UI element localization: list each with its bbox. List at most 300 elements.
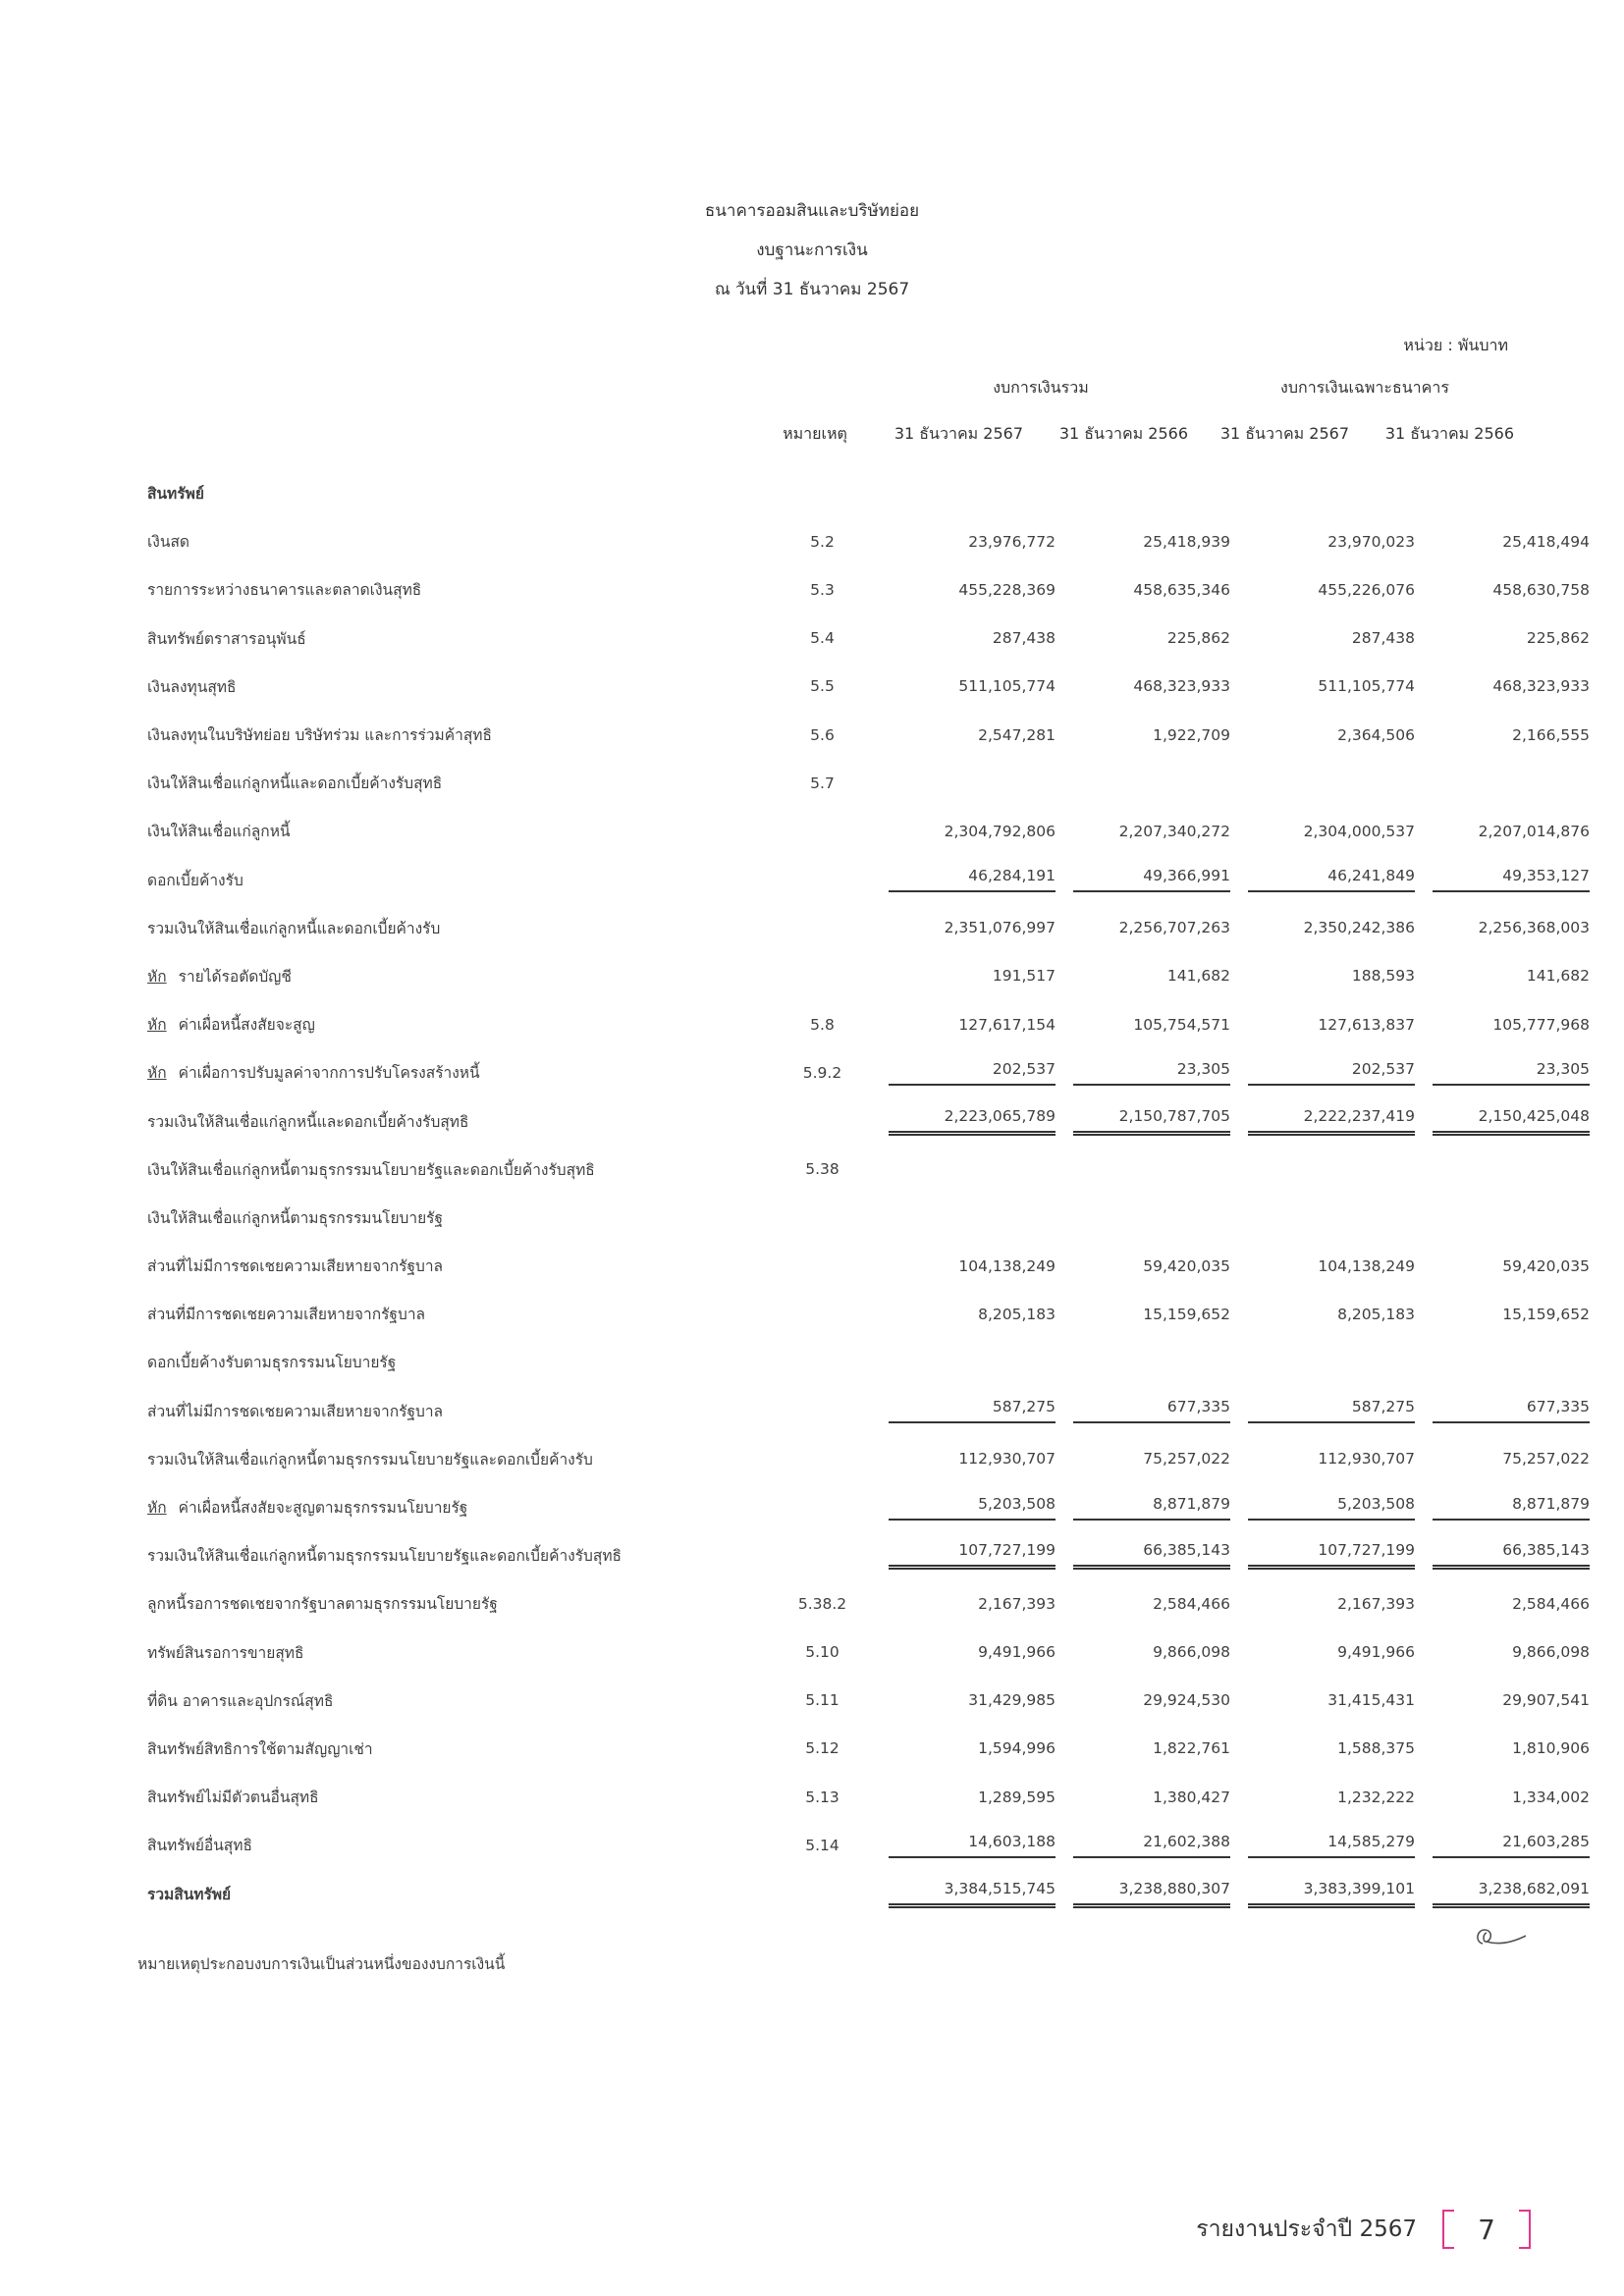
amount: 107,727,199 [889,1541,1056,1570]
value-cell-c1 [889,1725,1061,1773]
value-cell-c2 [1073,1725,1236,1773]
group-header-consolidated: งบการเงินรวม [993,378,1089,397]
value-cell-c2 [1073,1194,1236,1242]
value-cell-c3 [1248,663,1421,711]
amount: 8,871,879 [1073,1495,1230,1521]
value-cell-c2 [1073,1629,1236,1677]
amount: 104,138,249 [1318,1256,1415,1275]
amount: 3,383,399,101 [1248,1880,1415,1908]
amount: 455,228,369 [958,580,1056,599]
row-label-text: ลูกหนี้รอการชดเชยจากรัฐบาลตามธุรกรรมนโยบายรัฐ [147,1595,498,1614]
value-cell-c3 [1248,1677,1421,1725]
value-cell-c1 [889,1435,1061,1483]
row-label [147,856,756,904]
amount: 202,537 [1248,1060,1415,1086]
note-ref: 5.2 [810,532,835,551]
table-row [147,663,1594,711]
value-cell-c4 [1433,1242,1594,1290]
value-cell-c2 [1073,1773,1236,1821]
amount: 8,205,183 [1337,1305,1415,1323]
amount: 2,167,393 [978,1594,1056,1613]
value-cell-c1 [889,1290,1061,1338]
row-label [147,1531,756,1579]
amount: 5,203,508 [889,1495,1056,1521]
amount: 2,222,237,419 [1248,1107,1415,1136]
value-cell-c2 [1073,1435,1236,1483]
row-label [147,1048,756,1096]
value-cell-c2 [1073,711,1236,759]
table-row [147,1483,1594,1531]
value-cell-c1 [889,1531,1061,1579]
value-cell-c4 [1433,517,1594,565]
row-label [147,1194,756,1242]
value-cell-c1 [889,1387,1061,1435]
amount: 191,517 [992,967,1056,986]
column-header-bank-2567: 31 ธันวาคม 2567 [1219,424,1349,443]
amount: 2,304,792,806 [944,822,1056,840]
value-cell-c1 [889,1146,1061,1194]
amount: 59,420,035 [1502,1256,1590,1275]
group-header-bank-only: งบการเงินเฉพาะธนาคาร [1280,378,1449,397]
amount: 287,438 [1351,629,1415,648]
amount: 2,584,466 [1512,1594,1590,1613]
value-cell-c1 [889,1579,1061,1628]
page-footer [1196,2209,1531,2250]
amount: 107,727,199 [1248,1541,1415,1570]
note-ref [756,1869,889,1917]
amount: 1,810,906 [1512,1739,1590,1758]
value-cell-c2 [1073,1242,1236,1290]
total-assets-row [147,1869,1594,1917]
amount: 2,150,787,705 [1073,1107,1230,1136]
row-label-text: สินทรัพย์สิทธิการใช้ตามสัญญาเช่า [147,1739,373,1758]
note-ref [756,1242,889,1290]
value-cell-c4 [1433,952,1594,1000]
amount: 511,105,774 [1318,677,1415,696]
value-cell-c2 [1073,1821,1236,1869]
amount: 468,323,933 [1492,677,1590,696]
row-label-text: รวมเงินให้สินเชื่อแก่ลูกหนี้และดอกเบี้ยค้างรับ [147,919,441,937]
amount: 75,257,022 [1502,1450,1590,1468]
note-ref [756,1096,889,1145]
row-label [147,1821,756,1869]
amount: 287,438 [992,629,1056,648]
value-cell-c4 [1433,614,1594,663]
row-label [147,759,756,807]
value-cell-c3 [1248,1194,1421,1242]
left-bracket-decoration [1442,2210,1454,2249]
value-cell-c4 [1433,1194,1594,1242]
value-cell-c2 [1073,614,1236,663]
value-cell-c2 [1073,517,1236,565]
value-cell-c3 [1248,711,1421,759]
row-label [147,1242,756,1290]
balance-sheet-table [147,469,1594,1918]
amount: 105,777,968 [1492,1015,1590,1034]
value-cell-c4 [1433,856,1594,904]
row-label [147,1338,756,1386]
amount: 31,429,985 [968,1691,1056,1710]
row-label [147,1725,756,1773]
amount: 104,138,249 [958,1256,1056,1275]
value-cell-c2 [1073,952,1236,1000]
value-cell-c3 [1248,759,1421,807]
row-label-text: เงินให้สินเชื่อแก่ลูกหนี้และดอกเบี้ยค้างรับสุทธิ [147,774,443,793]
amount: 1,588,375 [1337,1739,1415,1758]
value-cell-c1 [889,517,1061,565]
amount: 23,305 [1433,1060,1590,1086]
value-cell-c1 [889,1629,1061,1677]
amount: 23,305 [1073,1060,1230,1086]
note-ref [756,1290,889,1338]
amount: 458,630,758 [1492,580,1590,599]
row-label-text: เงินให้สินเชื่อแก่ลูกหนี้ตามธุรกรรมนโยบายรัฐ [147,1208,444,1227]
amount: 9,491,966 [978,1643,1056,1662]
note-ref: 5.7 [810,774,835,792]
note-ref [756,1435,889,1483]
row-label [147,1435,756,1483]
value-cell-c3 [1248,1242,1421,1290]
value-cell-c3 [1248,614,1421,663]
table-row [147,1146,1594,1194]
value-cell-c3 [1248,1290,1421,1338]
note-ref: 5.13 [805,1788,839,1806]
table-row [147,1338,1594,1386]
amount: 25,418,494 [1502,532,1590,551]
section-title-assets: สินทรัพย์ [147,485,204,504]
amount: 3,238,682,091 [1433,1880,1590,1908]
amount: 8,871,879 [1433,1495,1590,1521]
value-cell-c4 [1433,1000,1594,1048]
amount: 112,930,707 [1318,1450,1415,1468]
amount: 458,635,346 [1133,580,1230,599]
amount: 9,491,966 [1337,1643,1415,1662]
row-label-text: สินทรัพย์ไม่มีตัวตนอื่นสุทธิ [147,1789,319,1807]
row-label-text: ดอกเบี้ยค้างรับตามธุรกรรมนโยบายรัฐ [147,1354,397,1372]
amount: 587,275 [889,1398,1056,1423]
note-ref [756,952,889,1000]
value-cell-c3 [1248,1629,1421,1677]
table-row [147,614,1594,663]
note-ref [756,1194,889,1242]
amount: 9,866,098 [1512,1643,1590,1662]
deduct-marker: หัก [147,1064,167,1083]
right-bracket-decoration [1519,2210,1531,2249]
company-name: ธนาคารออมสินและบริษัทย่อย [704,201,920,221]
row-label-text: รวมเงินให้สินเชื่อแก่ลูกหนี้ตามธุรกรรมนโยบายรัฐและดอกเบี้ยค้างรับ [147,1450,593,1468]
value-cell-c2 [1073,663,1236,711]
row-label-text: เงินลงทุนในบริษัทย่อย บริษัทร่วม และการร่วมค้าสุทธิ [147,726,492,745]
value-cell-c1 [889,1000,1061,1048]
statement-title: งบฐานะการเงิน [756,240,868,260]
unit-label: หน่วย : พันบาท [1403,336,1508,354]
value-cell-c4 [1433,1338,1594,1386]
value-cell-c1 [889,1821,1061,1869]
value-cell-c1 [889,952,1061,1000]
table-row [147,807,1594,855]
value-cell-c2 [1073,807,1236,855]
value-cell-c2 [1073,1531,1236,1579]
table-row [147,952,1594,1000]
value-cell-c4 [1433,1869,1594,1917]
value-cell-c4 [1433,663,1594,711]
amount: 21,603,285 [1433,1833,1590,1858]
value-cell-c1 [889,711,1061,759]
column-header-note: หมายเหตุ [783,424,847,443]
page-number: 7 [1478,2213,1495,2246]
value-cell-c4 [1433,1629,1594,1677]
row-label-text: สินทรัพย์ตราสารอนุพันธ์ [147,629,306,648]
value-cell-c3 [1248,952,1421,1000]
row-label-text: ส่วนที่มีการชดเชยความเสียหายจากรัฐบาล [147,1306,426,1324]
value-cell-c4 [1433,1435,1594,1483]
value-cell-c1 [889,565,1061,614]
amount: 511,105,774 [958,677,1056,696]
amount: 127,617,154 [958,1015,1056,1034]
row-label-text: ค่าเผื่อหนี้สงสัยจะสูญ [178,1016,315,1035]
row-label [147,952,756,1000]
amount: 46,284,191 [889,867,1056,892]
note-ref: 5.4 [810,629,835,648]
row-label [147,904,756,952]
value-cell-c2 [1073,1869,1236,1917]
section-row [147,469,1594,517]
amount: 25,418,939 [1143,532,1230,551]
row-label [147,663,756,711]
amount: 677,335 [1433,1398,1590,1423]
note-ref: 5.38 [805,1160,839,1179]
row-label [147,614,756,663]
row-label-text: รายการระหว่างธนาคารและตลาดเงินสุทธิ [147,581,422,600]
note-ref: 5.8 [810,1015,835,1034]
note-ref [756,1483,889,1531]
amount: 2,223,065,789 [889,1107,1056,1136]
amount: 2,350,242,386 [1303,919,1415,937]
amount: 46,241,849 [1248,867,1415,892]
amount: 21,602,388 [1073,1833,1230,1858]
value-cell-c4 [1433,1483,1594,1531]
amount: 1,594,996 [978,1739,1056,1758]
note-ref [756,856,889,904]
value-cell-c3 [1248,1579,1421,1628]
row-label-text: รวมเงินให้สินเชื่อแก่ลูกหนี้และดอกเบี้ยค้างรับสุทธิ [147,1112,469,1131]
row-label-text: ค่าเผื่อการปรับมูลค่าจากการปรับโครงสร้างหนี้ [178,1064,480,1083]
value-cell-c4 [1433,1773,1594,1821]
value-cell-c3 [1248,1387,1421,1435]
value-cell-c2 [1073,1338,1236,1386]
value-cell-c3 [1248,1821,1421,1869]
note-ref: 5.3 [810,580,835,599]
value-cell-c4 [1433,904,1594,952]
amount: 66,385,143 [1073,1541,1230,1570]
footnote: หมายเหตุประกอบงบการเงินเป็นส่วนหนึ่งของงบการเงินนี้ [137,1955,506,1973]
amount: 105,754,571 [1133,1015,1230,1034]
value-cell-c3 [1248,1869,1421,1917]
row-label-text: ที่ดิน อาคารและอุปกรณ์สุทธิ [147,1691,334,1710]
amount: 23,970,023 [1327,532,1415,551]
row-label-text: เงินให้สินเชื่อแก่ลูกหนี้ [147,823,291,841]
value-cell-c3 [1248,1531,1421,1579]
amount: 2,150,425,048 [1433,1107,1590,1136]
amount: 677,335 [1073,1398,1230,1423]
statement-date: ณ วันที่ 31 ธันวาคม 2567 [714,280,910,299]
column-header-consolidated-2566: 31 ธันวาคม 2566 [1058,424,1188,443]
value-cell-c4 [1433,1677,1594,1725]
amount: 141,682 [1526,967,1590,986]
amount: 2,256,368,003 [1478,919,1590,937]
table-row [147,1096,1594,1145]
note-ref: 5.5 [810,677,835,696]
value-cell-c3 [1248,1096,1421,1145]
amount: 66,385,143 [1433,1541,1590,1570]
note-ref: 5.11 [805,1691,839,1710]
value-cell-c2 [1073,1483,1236,1531]
value-cell-c3 [1248,1725,1421,1773]
amount: 141,682 [1166,967,1230,986]
value-cell-c3 [1248,1773,1421,1821]
table-row [147,1773,1594,1821]
value-cell-c3 [1248,1338,1421,1386]
row-label [147,711,756,759]
amount: 202,537 [889,1060,1056,1086]
amount: 2,256,707,263 [1118,919,1230,937]
amount: 2,207,014,876 [1478,822,1590,840]
report-label: รายงานประจำปี 2567 [1196,2216,1417,2242]
deduct-marker: หัก [147,1016,167,1035]
table-row [147,1242,1594,1290]
row-label-text: ส่วนที่ไม่มีการชดเชยความเสียหายจากรัฐบาล [147,1257,444,1276]
value-cell-c1 [889,663,1061,711]
value-cell-c3 [1248,565,1421,614]
note-ref [756,1338,889,1386]
value-cell-c4 [1433,759,1594,807]
row-label [147,1000,756,1048]
value-cell-c1 [889,904,1061,952]
value-cell-c3 [1248,904,1421,952]
amount: 112,930,707 [958,1450,1056,1468]
amount: 3,384,515,745 [889,1880,1056,1908]
note-ref [756,1387,889,1435]
table-row [147,1435,1594,1483]
amount: 1,232,222 [1337,1788,1415,1806]
initials-signature [1471,1924,1530,1953]
row-label [147,1629,756,1677]
value-cell-c1 [889,759,1061,807]
amount: 1,380,427 [1153,1788,1230,1806]
value-cell-c2 [1073,1096,1236,1145]
row-label [147,565,756,614]
note-ref: 5.12 [805,1739,839,1758]
value-cell-c1 [889,614,1061,663]
row-label [147,1387,756,1435]
note-ref: 5.10 [805,1643,839,1662]
amount: 2,547,281 [978,725,1056,744]
table-row [147,1000,1594,1048]
column-header-bank-2566: 31 ธันวาคม 2566 [1384,424,1514,443]
row-label [147,1773,756,1821]
amount: 2,364,506 [1337,725,1415,744]
row-label-text: ทรัพย์สินรอการขายสุทธิ [147,1643,304,1662]
row-label [147,1869,756,1917]
value-cell-c1 [889,807,1061,855]
value-cell-c4 [1433,1387,1594,1435]
amount: 75,257,022 [1143,1450,1230,1468]
row-label-text: รายได้รอตัดบัญชี [178,967,292,986]
value-cell-c2 [1073,1677,1236,1725]
table-row [147,1821,1594,1869]
value-cell-c2 [1073,904,1236,952]
value-cell-c4 [1433,1146,1594,1194]
value-cell-c1 [889,1483,1061,1531]
table-row [147,1048,1594,1096]
table-row [147,1194,1594,1242]
table-row [147,711,1594,759]
value-cell-c2 [1073,1579,1236,1628]
table-row [147,1677,1594,1725]
amount: 2,351,076,997 [944,919,1056,937]
value-cell-c3 [1248,1146,1421,1194]
value-cell-c1 [889,1096,1061,1145]
row-label-text: รวมเงินให้สินเชื่อแก่ลูกหนี้ตามธุรกรรมนโยบายรัฐและดอกเบี้ยค้างรับสุทธิ [147,1547,623,1566]
row-label-text: เงินให้สินเชื่อแก่ลูกหนี้ตามธุรกรรมนโยบายรัฐและดอกเบี้ยค้างรับสุทธิ [147,1160,595,1179]
value-cell-c4 [1433,1048,1594,1096]
note-ref: 5.9.2 [802,1063,842,1082]
row-label [147,1096,756,1145]
table-row [147,1579,1594,1628]
table-row [147,517,1594,565]
row-label [147,1579,756,1628]
value-cell-c1 [889,1048,1061,1096]
value-cell-c3 [1248,1048,1421,1096]
amount: 23,976,772 [968,532,1056,551]
value-cell-c4 [1433,565,1594,614]
note-ref [756,904,889,952]
table-row [147,1290,1594,1338]
value-cell-c1 [889,1338,1061,1386]
value-cell-c2 [1073,1048,1236,1096]
value-cell-c1 [889,1194,1061,1242]
value-cell-c3 [1248,1483,1421,1531]
row-label [147,807,756,855]
amount: 1,822,761 [1153,1739,1230,1758]
amount: 468,323,933 [1133,677,1230,696]
amount: 2,584,466 [1153,1594,1230,1613]
amount: 225,862 [1526,629,1590,648]
amount: 2,304,000,537 [1303,822,1415,840]
value-cell-c4 [1433,1725,1594,1773]
value-cell-c1 [889,1869,1061,1917]
note-ref [756,1531,889,1579]
amount: 188,593 [1351,967,1415,986]
amount: 15,159,652 [1143,1305,1230,1323]
value-cell-c1 [889,1773,1061,1821]
amount: 49,353,127 [1433,867,1590,892]
amount: 587,275 [1248,1398,1415,1423]
deduct-marker: หัก [147,1499,167,1518]
table-row [147,1629,1594,1677]
value-cell-c1 [889,1677,1061,1725]
amount: 2,167,393 [1337,1594,1415,1613]
amount: 31,415,431 [1327,1691,1415,1710]
amount: 2,207,340,272 [1118,822,1230,840]
value-cell-c1 [889,1242,1061,1290]
value-cell-c3 [1248,1000,1421,1048]
amount: 1,289,595 [978,1788,1056,1806]
amount: 3,238,880,307 [1073,1880,1230,1908]
row-label [147,1146,756,1194]
amount: 127,613,837 [1318,1015,1415,1034]
table-row [147,565,1594,614]
